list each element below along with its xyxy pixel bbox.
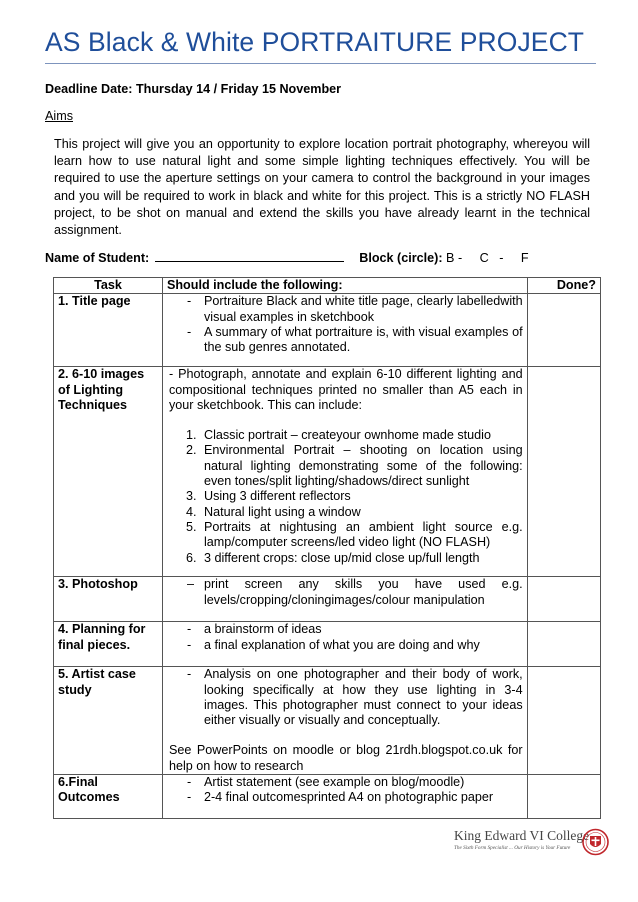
intro-line: This project will give you an opportunity to explore location portrait photography, whereyou will [54,137,590,151]
task-cell: 3. Photoshop [54,577,163,622]
table-row [54,775,601,819]
task-cell: 6.Final Outcomes [54,775,163,819]
crest-icon [582,822,609,864]
done-cell[interactable] [527,775,600,819]
content-cell [162,775,527,819]
deadline-date: Deadline Date: Thursday 14 / Friday 15 November [45,82,342,96]
aims-heading: Aims [45,109,73,123]
list-item: 1. Classic portrait – createyour ownhome made studio [185,428,491,443]
content-cell [162,294,527,367]
list-item: 3. Using 3 different reflectors [185,489,351,504]
header-task: Task [54,278,163,294]
list-item: - Artist statement (see example on blog/moodle) [186,775,465,790]
task-cell: 2. 6-10 images of Lighting Techniques [54,367,163,577]
done-cell[interactable] [527,622,600,667]
block-options[interactable]: B - C - F [446,251,529,265]
task-table [53,277,601,819]
done-cell[interactable] [527,667,600,775]
list-item: - Portraiture Black and white title page, clearly labelledwith visual examples in sketchbook [186,294,523,324]
intro-paragraph [54,136,590,239]
college-name: King Edward VI College [454,828,590,843]
list-item: 4. Natural light using a window [185,504,361,519]
table-header-row [54,278,601,294]
table-row [54,667,601,775]
list-item: - 2-4 final outcomesprinted A4 on photographic paper [186,790,494,805]
done-cell[interactable] [527,294,600,367]
task-cell: 5. Artist case study [54,667,163,775]
intro-line: project, to be shot on manual and extend the skills you have already learnt in the technical [54,205,590,220]
page-title: AS Black & White PORTRAITURE PROJECT [45,27,585,57]
list-item: 2. Environmental Portrait – shooting on location using natural lighting demonstrating some of the following: even tones/split lighting/shadows/direct sunlight [185,443,523,489]
intro-line: and you will be required to work in black and white for this project. This is a strictly NO FLASH [54,188,590,203]
list-item: - a final explanation of what you are doing and why [186,637,480,652]
student-line [45,250,529,265]
block-label: Block (circle): [359,251,443,265]
content-intro: - Photograph, annotate and explain 6-10 different lighting and compositional techniques printed no smaller than A5 each in your sketchbook. This can include: [168,367,523,412]
table-row [54,294,601,367]
task-cell: 1. Title page [54,294,163,367]
table-row [54,577,601,622]
header-content: Should include the following: [162,278,527,294]
student-name-label: Name of Student: [45,251,150,265]
list-item: 6. 3 different crops: close up/mid close up/full length [185,550,480,565]
intro-line: required to use the aperture settings on your camera to control the background in your images [54,171,590,186]
header-done: Done? [527,278,600,294]
college-logo [454,822,610,870]
done-cell[interactable] [527,367,600,577]
intro-line: assignment. [54,223,122,238]
list-item: – print screen any skills you have used e.g. levels/cropping/cloningimages/colour manipulation [186,577,523,607]
list-item: - a brainstorm of ideas [186,622,322,637]
intro-line: learn how to use natural light and some simple lighting techniques effectively. You will be [54,154,590,169]
list-item: 5. Portraits at nightusing an ambient light source e.g. lamp/computer screens/led video light (NO FLASH) [185,519,523,550]
task-cell: 4. Planning for final pieces. [54,622,163,667]
content-cell [162,622,527,667]
table-row [54,622,601,667]
list-item: - A summary of what portraiture is, with visual examples of the sub genres annotated. [186,324,523,355]
list-item: - Analysis on one photographer and their body of work, looking specifically at how they use lighting in 3-4 images. This photographer must connect to your ideas either visually or visually and conceptually. [186,667,523,728]
content-cell [162,367,527,577]
student-name-field[interactable] [155,250,344,262]
college-tagline: The Sixth Form Specialist ... Our History is Your Future [454,845,571,851]
title-underline [45,63,596,64]
research-note: See PowerPoints on moodle or blog 21rdh.blogspot.co.uk for help on how to research [168,743,523,773]
content-cell [162,577,527,622]
table-row [54,367,601,577]
content-cell [162,667,527,775]
done-cell[interactable] [527,577,600,622]
